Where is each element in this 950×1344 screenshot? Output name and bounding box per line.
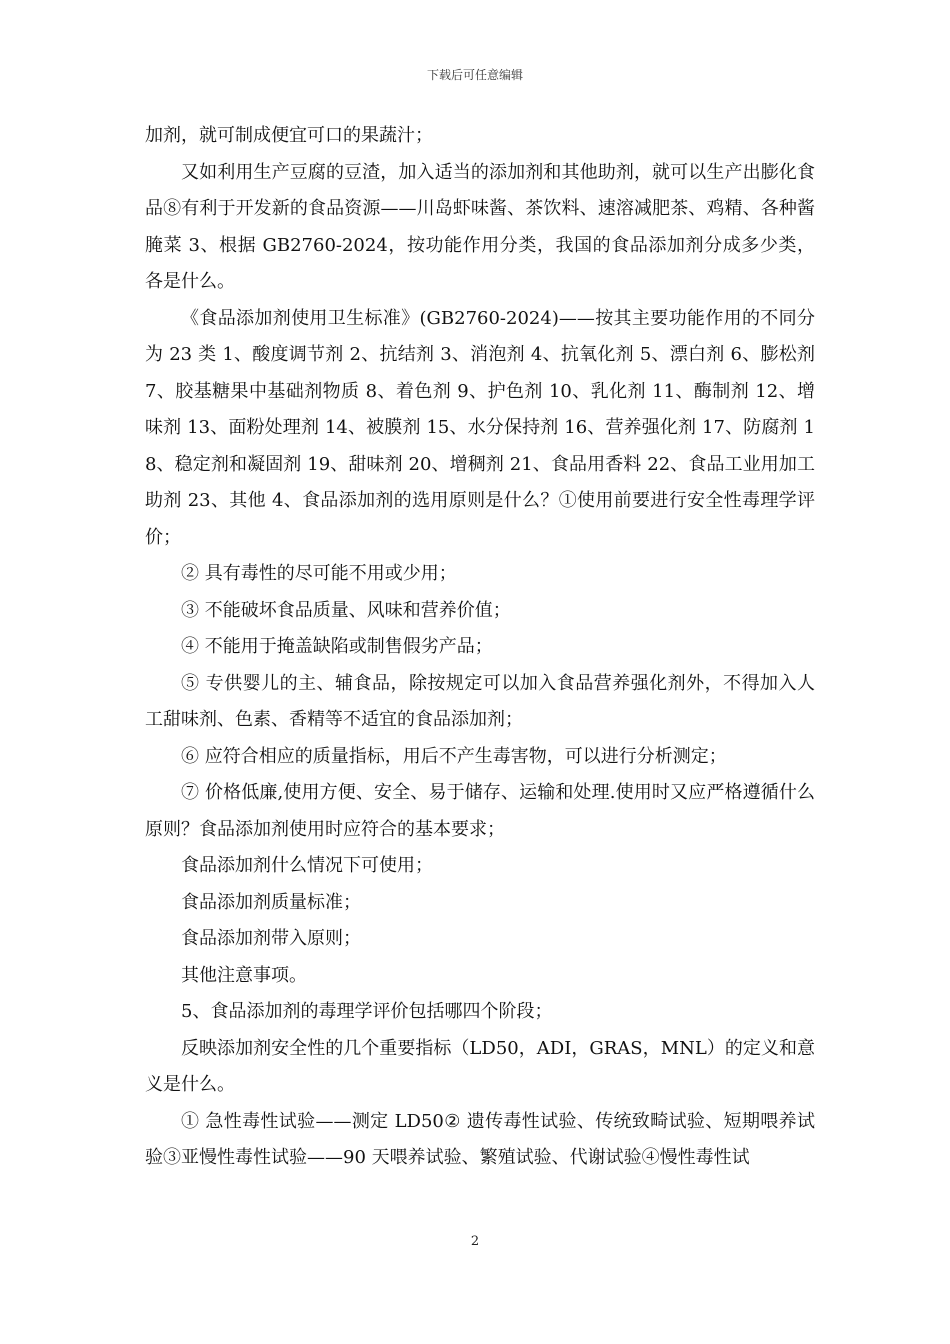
list-item: ⑤ 专供婴儿的主、辅食品，除按规定可以加入食品营养强化剂外，不得加入人工甜味剂、色素、香精等不适宜的食品添加剂； (145, 672, 815, 730)
paragraph: 加剂，就可制成便宜可口的果蔬汁； (145, 125, 433, 146)
list-item: ⑥ 应符合相应的质量指标，用后不产生毒害物，可以进行分析测定； (181, 745, 727, 767)
list-item: ④ 不能用于掩盖缺陷或制售假劣产品； (181, 636, 493, 657)
paragraph: 食品添加剂带入原则； (181, 928, 361, 949)
paragraph: ① 急性毒性试验——测定 LD50② 遗传毒性试验、传统致畸试验、短期喂养试验③亚慢性毒性试验——90 天喂养试验、繁殖试验、代谢试验④慢性毒性试 (145, 1110, 815, 1168)
paragraph: 食品添加剂什么情况下可使用； (181, 855, 433, 876)
page-header: 下载后可任意编辑 (426, 68, 523, 82)
paragraph: 《食品添加剂使用卫生标准》(GB2760-2024)——按其主要功能作用的不同分为 23 类 1、酸度调节剂 2、抗结剂 3、消泡剂 4、抗氧化剂 5、漂白剂 6、膨松剂 7、胶基糖果中基础剂物质 8、着色剂 9、护色剂 10、乳化剂 11、酶制剂 12、增味剂 13、面粉处理剂 14、被膜剂 15、水分保持剂 16、营养强化剂 17、防腐剂 18、稳定剂和凝固剂 19、甜味剂 20、增稠剂 21、食品用香料 22、食品工业用加工助剂 23、其他 4、食品添加剂的选用原则是什么？①使用前要进行安全性毒理学评价； (145, 307, 815, 548)
list-item: ③ 不能破坏食品质量、风味和营养价值； (181, 599, 511, 621)
document-body (145, 118, 815, 1177)
paragraph: 反映添加剂安全性的几个重要指标（LD50，ADI，GRAS，MNL）的定义和意义是什么。 (145, 1037, 815, 1095)
paragraph: 其他注意事项。 (181, 964, 307, 986)
page-number: 2 (470, 1234, 480, 1249)
list-item: ② 具有毒性的尽可能不用或少用； (181, 563, 457, 584)
paragraph: 5、食品添加剂的毒理学评价包括哪四个阶段； (181, 1001, 553, 1022)
list-item: ⑦ 价格低廉,使用方便、安全、易于储存、运输和处理.使用时又应严格遵循什么原则？食品添加剂使用时应符合的基本要求； (145, 782, 815, 840)
paragraph: 又如利用生产豆腐的豆渣，加入适当的添加剂和其他助剂，就可以生产出膨化食品⑧有利于开发新的食品资源——川岛虾味酱、茶饮料、速溶减肥茶、鸡精、各种酱腌菜 3、根据 GB2760-2024，按功能作用分类，我国的食品添加剂分成多少类，各是什么。 (145, 161, 815, 292)
paragraph: 食品添加剂质量标准； (181, 891, 361, 913)
